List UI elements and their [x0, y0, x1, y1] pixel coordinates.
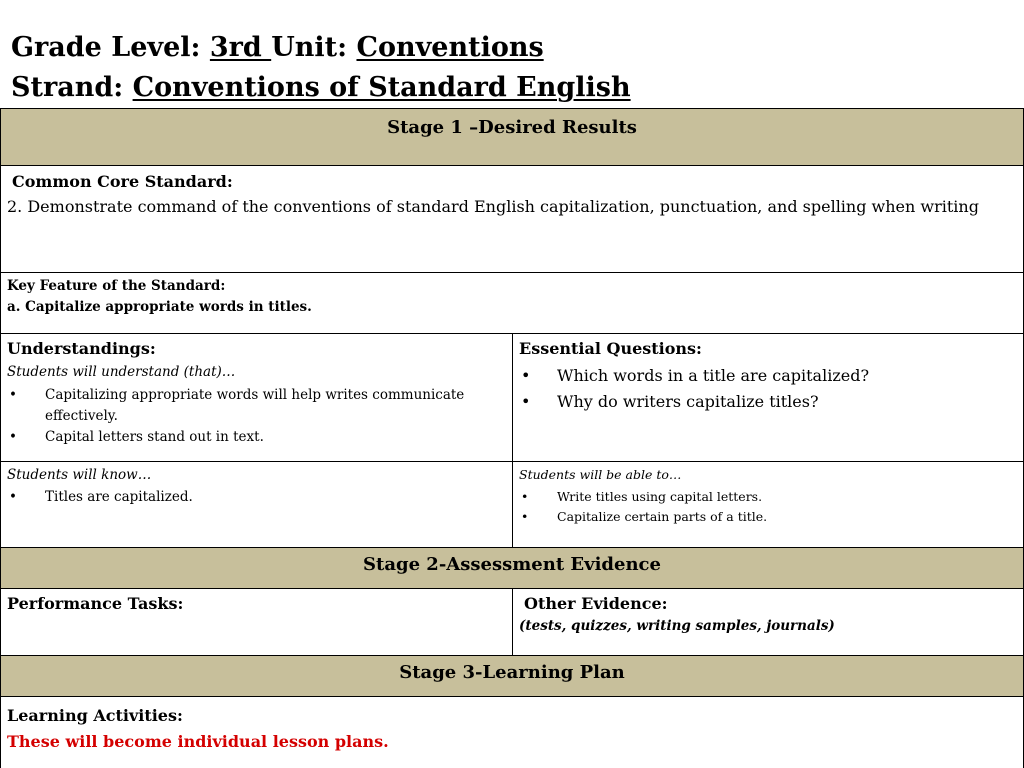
list-item: • Write titles using capital letters.: [519, 487, 1009, 507]
stage1-title: Stage 1 –Desired Results: [387, 117, 637, 138]
know-intro: Students will know…: [7, 467, 152, 483]
strand-label: Strand:: [11, 72, 133, 103]
stage3-title: Stage 3-Learning Plan: [399, 662, 625, 683]
document-header: [11, 28, 631, 108]
know-able-row: [0, 461, 1024, 547]
list-item: • Which words in a title are capitalized?: [519, 363, 1009, 389]
able-intro: Students will be able to…: [519, 467, 682, 482]
understandings-cell: [1, 334, 513, 461]
other-evidence-label: Other Evidence:: [524, 594, 668, 613]
know-cell: [1, 462, 513, 547]
performance-cell: [1, 589, 513, 655]
grade-label: Grade Level:: [11, 32, 210, 63]
understandings-label: Understandings:: [7, 339, 156, 358]
ubd-planning-table: [0, 108, 1024, 768]
strand-value: Conventions of Standard English: [132, 72, 631, 103]
learning-activities-label: Learning Activities:: [7, 706, 183, 725]
grade-value: 3rd: [209, 32, 272, 63]
stage3-header: [0, 655, 1024, 696]
assessment-row: [0, 588, 1024, 655]
list-item: • Capital letters stand out in text.: [7, 427, 487, 448]
understandings-intro: Students will understand (that)…: [7, 364, 236, 380]
list-item: • Capitalizing appropriate words will help writes communicate effectively.: [7, 385, 487, 427]
unit-value: Conventions: [356, 32, 544, 63]
key-feature-label: Key Feature of the Standard:: [7, 278, 226, 294]
strand-line: [11, 68, 631, 108]
other-evidence-text: (tests, quizzes, writing samples, journals): [519, 618, 835, 634]
learning-activities-row: [0, 696, 1024, 768]
common-core-label: Common Core Standard:: [12, 172, 233, 191]
list-item: • Titles are capitalized.: [7, 487, 487, 508]
list-item: • Why do writers capitalize titles?: [519, 389, 1009, 415]
key-feature-text: a. Capitalize appropriate words in titles.: [7, 299, 312, 315]
stage1-header: [0, 108, 1024, 165]
common-core-row: [0, 165, 1024, 272]
performance-label: Performance Tasks:: [7, 594, 184, 613]
stage2-header: [0, 547, 1024, 588]
able-cell: [513, 462, 1023, 547]
understandings-list: [7, 385, 487, 448]
able-list: [519, 487, 1009, 527]
common-core-text: 2. Demonstrate command of the conventions of standard English capitalization, punctuation, and spelling when writing: [7, 197, 979, 216]
stage2-title: Stage 2-Assessment Evidence: [363, 554, 661, 575]
essential-questions-cell: [513, 334, 1023, 461]
know-list: [7, 487, 487, 508]
learning-activities-note: These will become individual lesson plans.: [7, 732, 389, 751]
essential-questions-list: [519, 363, 1009, 415]
other-evidence-cell: [513, 589, 1023, 655]
unit-label: Unit:: [271, 32, 357, 63]
key-feature-row: [0, 272, 1024, 333]
grade-unit-line: [11, 28, 631, 68]
understandings-row: [0, 333, 1024, 461]
essential-questions-label: Essential Questions:: [519, 339, 702, 358]
list-item: • Capitalize certain parts of a title.: [519, 507, 1009, 527]
